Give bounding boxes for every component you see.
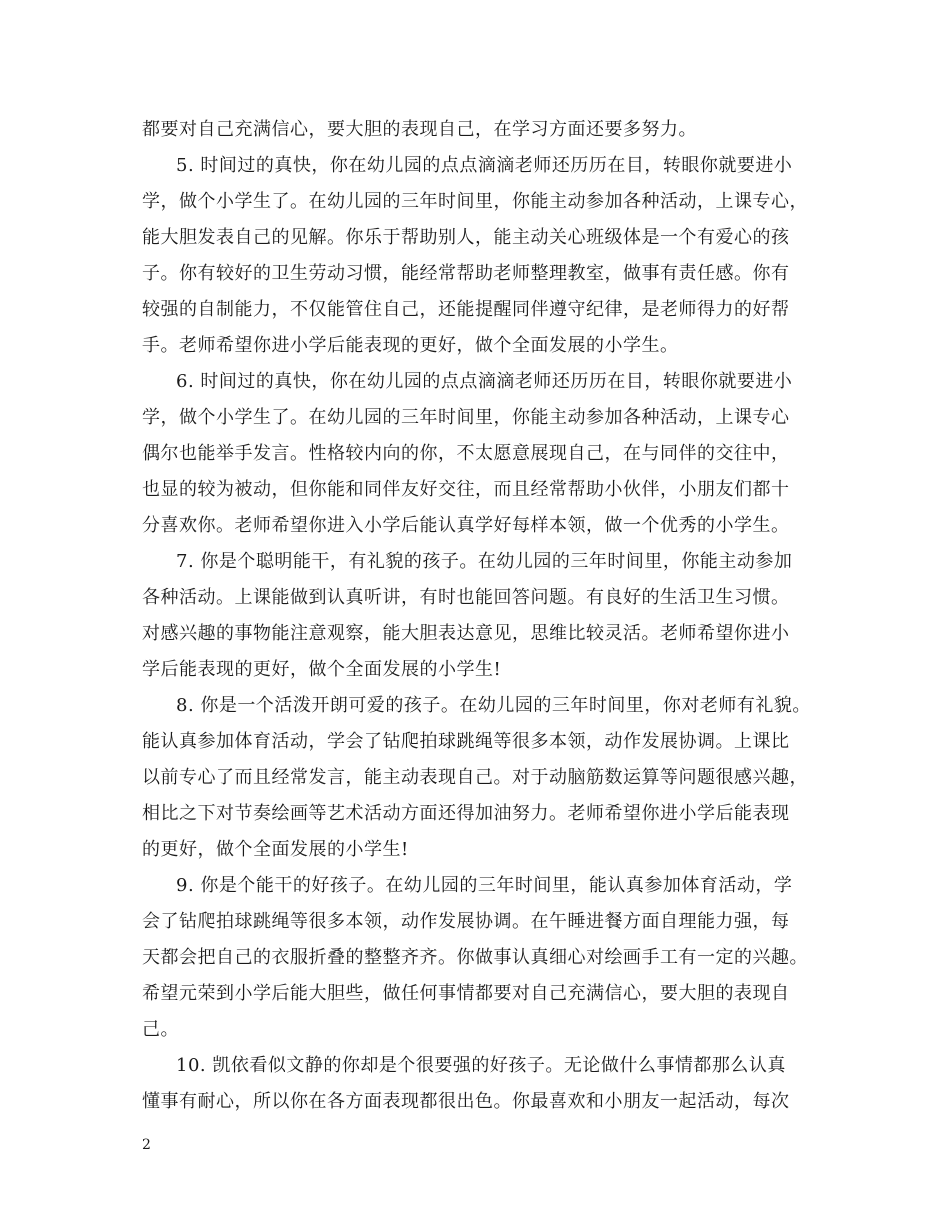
text-line: 各种活动。上课能做到认真听讲，有时也能回答问题。有良好的生活卫生习惯。: [142, 587, 790, 608]
text-line: 也显的较为被动，但你能和同伴友好交往，而且经常帮助小伙伴，小朋友们都十: [142, 479, 790, 500]
paragraph-9-start: 9. 你是个能干的好孩子。在幼儿园的三年时间里，能认真参加体育活动，学: [176, 875, 793, 896]
text-line: 手。老师希望你进小学后能表现的更好，做个全面发展的小学生。: [142, 335, 679, 356]
text-line: 学，做个小学生了。在幼儿园的三年时间里，你能主动参加各种活动，上课专心，: [142, 191, 808, 212]
text-line: 天都会把自己的衣服折叠的整整齐齐。你做事认真细心对绘画手工有一定的兴趣。: [142, 947, 808, 968]
text-line: 较强的自制能力，不仅能管住自己，还能提醒同伴遵守纪律，是老师得力的好帮: [142, 299, 790, 320]
text-line: 懂事有耐心，所以你在各方面表现都很出色。你最喜欢和小朋友一起活动，每次: [142, 1091, 790, 1112]
text-line: 子。你有较好的卫生劳动习惯，能经常帮助老师整理教室，做事有责任感。你有: [142, 263, 790, 284]
text-line: 都要对自己充满信心，要大胆的表现自己，在学习方面还要多努力。: [142, 119, 697, 140]
text-line: 己。: [142, 1019, 179, 1040]
text-line: 能认真参加体育活动，学会了钻爬拍球跳绳等很多本领，动作发展协调。上课比: [142, 731, 790, 752]
text-line: 学后能表现的更好，做个全面发展的小学生!: [142, 659, 502, 680]
paragraph-5-start: 5. 时间过的真快，你在幼儿园的点点滴滴老师还历历在目，转眼你就要进小: [176, 155, 793, 176]
text-line: 分喜欢你。老师希望你进入小学后能认真学好每样本领，做一个优秀的小学生。: [142, 515, 790, 536]
text-line: 的更好，做个全面发展的小学生!: [142, 839, 409, 860]
text-line: 对感兴趣的事物能注意观察，能大胆表达意见，思维比较灵活。老师希望你进小: [142, 623, 790, 644]
paragraph-6-start: 6. 时间过的真快，你在幼儿园的点点滴滴老师还历历在目，转眼你就要进小: [176, 371, 793, 392]
text-line: 偶尔也能举手发言。性格较内向的你，不太愿意展现自己，在与同伴的交往中，: [142, 443, 790, 464]
text-line: 会了钻爬拍球跳绳等很多本领，动作发展协调。在午睡进餐方面自理能力强，每: [142, 911, 790, 932]
page-number: 2: [142, 1137, 151, 1153]
text-line: 学，做个小学生了。在幼儿园的三年时间里，你能主动参加各种活动，上课专心: [142, 407, 790, 428]
paragraph-7-start: 7. 你是个聪明能干，有礼貌的孩子。在幼儿园的三年时间里，你能主动参加: [176, 551, 793, 572]
text-line: 相比之下对节奏绘画等艺术活动方面还得加油努力。老师希望你进小学后能表现: [142, 803, 790, 824]
paragraph-10-start: 10. 凯依看似文静的你却是个很要强的好孩子。无论做什么事情都那么认真: [176, 1055, 786, 1076]
text-line: 以前专心了而且经常发言，能主动表现自己。对于动脑筋数运算等问题很感兴趣，: [142, 767, 808, 788]
text-line: 希望元荣到小学后能大胆些，做任何事情都要对自己充满信心，要大胆的表现自: [142, 983, 790, 1004]
paragraph-8-start: 8. 你是一个活泼开朗可爱的孩子。在幼儿园的三年时间里，你对老师有礼貌。: [176, 695, 811, 716]
text-line: 能大胆发表自己的见解。你乐于帮助别人，能主动关心班级体是一个有爱心的孩: [142, 227, 790, 248]
